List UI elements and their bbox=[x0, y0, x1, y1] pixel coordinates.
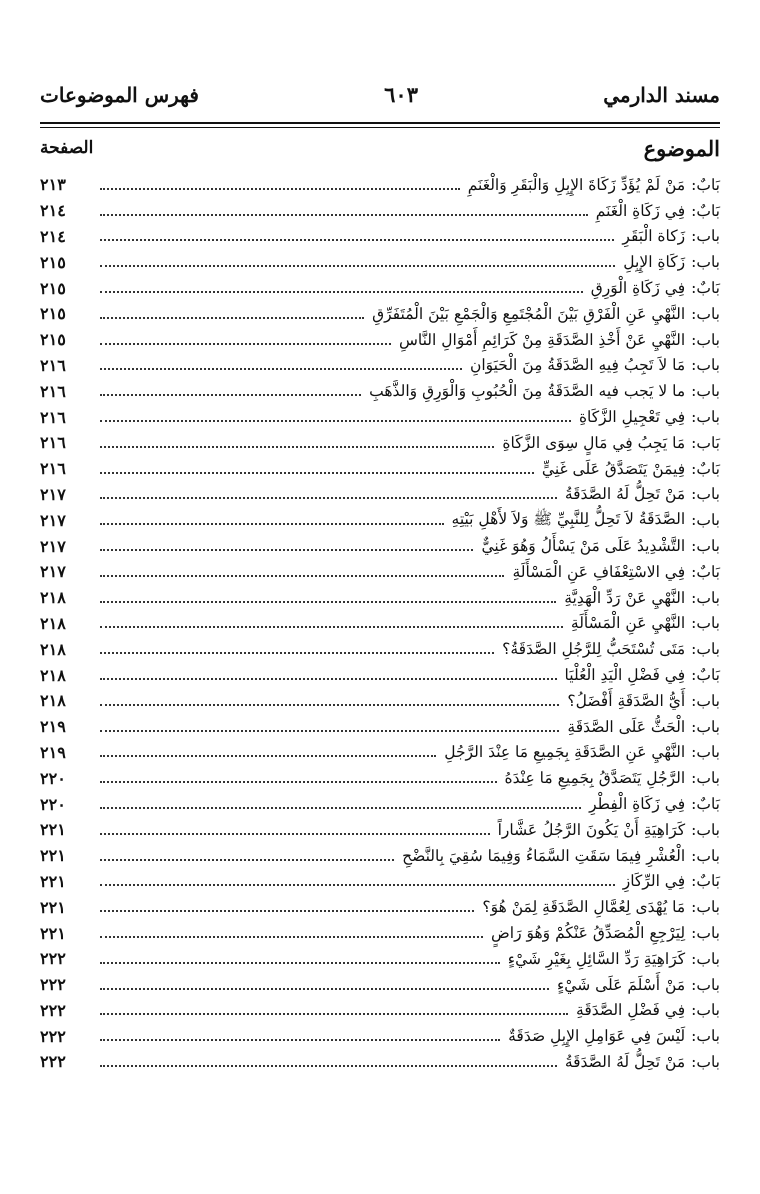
dot-leader bbox=[100, 678, 557, 680]
entry-prefix: باب: bbox=[691, 743, 720, 762]
index-entry bbox=[40, 611, 720, 637]
dot-leader bbox=[100, 884, 615, 886]
index-entry bbox=[40, 430, 720, 456]
entry-prefix: بَاب: bbox=[691, 433, 720, 452]
index-entry bbox=[40, 688, 720, 714]
entry-prefix: باب: bbox=[691, 769, 720, 788]
entry-page-number: ٢١٤ bbox=[40, 226, 66, 246]
entry-page-number: ٢٢٢ bbox=[40, 1052, 66, 1072]
entry-page-number: ٢١٦ bbox=[40, 407, 66, 427]
index-entry bbox=[40, 636, 720, 662]
page-number: ٦٠٣ bbox=[384, 82, 418, 107]
entry-prefix: بَابٌ: bbox=[691, 459, 720, 478]
index-entry bbox=[40, 585, 720, 611]
entry-prefix: باب: bbox=[691, 717, 720, 736]
entry-page-number: ٢٢١ bbox=[40, 820, 66, 840]
dot-leader bbox=[100, 704, 559, 706]
dot-leader bbox=[100, 988, 549, 990]
section-title: فهرس الموضوعات bbox=[40, 83, 199, 107]
dot-leader bbox=[100, 910, 474, 912]
entry-title: فِي فَضْلِ الصَّدَقَةِ bbox=[576, 1001, 686, 1020]
dot-leader bbox=[100, 214, 588, 216]
entry-prefix: باب: bbox=[691, 330, 720, 349]
entry-prefix: باب: bbox=[691, 975, 720, 994]
entry-page-number: ٢٢٢ bbox=[40, 975, 66, 995]
topic-column-header: الموضوع bbox=[643, 135, 720, 161]
dot-leader bbox=[100, 239, 614, 241]
page-column-header: الصفحة bbox=[40, 138, 94, 158]
entry-page-number: ٢٢١ bbox=[40, 897, 66, 917]
index-entry bbox=[40, 714, 720, 740]
entry-page-number: ٢٢٠ bbox=[40, 794, 66, 814]
entry-prefix: باب: bbox=[691, 846, 720, 865]
entry-title: كَرَاهِيَةِ أَنْ يَكُونَ الرَّجُلُ عَشَّاراً bbox=[497, 820, 686, 839]
entry-page-number: ٢٢٢ bbox=[40, 949, 66, 969]
entry-title: فِي زَكَاةِ الْفِطْرِ bbox=[589, 795, 686, 814]
index-entry bbox=[40, 456, 720, 482]
entry-page-number: ٢٢٠ bbox=[40, 768, 66, 788]
entry-prefix: بَابٌ: bbox=[691, 872, 720, 891]
entry-page-number: ٢١٨ bbox=[40, 691, 66, 711]
entry-title: النَّهْيِ عَنِ الْفَرْقِ بَيْنَ الْمُجْتَمِعِ وَالْجَمْعِ بَيْنَ الْمُتَفَرِّقِ bbox=[372, 304, 686, 323]
dot-leader bbox=[100, 575, 504, 577]
entry-title: التَّشْدِيدُ عَلَى مَنْ يَسْأَلُ وَهُوَ غَنِيٌّ bbox=[481, 537, 686, 556]
entry-prefix: باب: bbox=[691, 253, 720, 272]
index-entry bbox=[40, 353, 720, 379]
index-entry bbox=[40, 894, 720, 920]
index-entry bbox=[40, 404, 720, 430]
entry-title: فِيمَنْ يَتَصَدَّقُ عَلَى غَنِيٍّ bbox=[541, 459, 686, 478]
entry-page-number: ٢١٩ bbox=[40, 717, 66, 737]
header-rule-thick bbox=[40, 122, 720, 124]
entry-title: فِي الاسْتِعْفَافِ عَنِ الْمَسْأَلَةِ bbox=[512, 562, 686, 581]
entry-page-number: ٢١٧ bbox=[40, 562, 66, 582]
entry-page-number: ٢١٤ bbox=[40, 201, 66, 221]
entry-title: مَتَى تُسْتَحَبُّ لِلرَّجُلِ الصَّدَقَةُ؟ bbox=[502, 640, 686, 659]
dot-leader bbox=[100, 446, 494, 448]
dot-leader bbox=[100, 626, 563, 628]
entry-prefix: بَابٌ: bbox=[691, 666, 720, 685]
entry-prefix: باب: bbox=[691, 382, 720, 401]
index-entry bbox=[40, 998, 720, 1024]
index-entry bbox=[40, 198, 720, 224]
dot-leader bbox=[100, 859, 394, 861]
entry-prefix: باب: bbox=[691, 408, 720, 427]
entry-title: النَّهْيِ عَنْ رَدِّ الْهَدِيَّةِ bbox=[564, 588, 686, 607]
entry-prefix: باب: bbox=[691, 949, 720, 968]
index-entry bbox=[40, 843, 720, 869]
entry-title: فِي زَكَاةِ الْغَنَمِ bbox=[595, 201, 686, 220]
entry-title: مَنْ لَمْ يُؤَدِّ زَكَاةَ الإِبِلِ وَالْبَقَرِ وَالْغَنَمِ bbox=[467, 175, 686, 194]
entry-page-number: ٢٢٢ bbox=[40, 1000, 66, 1020]
entry-page-number: ٢١٧ bbox=[40, 510, 66, 530]
entry-page-number: ٢١٥ bbox=[40, 304, 66, 324]
entry-title: لَيْسَ فِي عَوَامِلِ الإِبِلِ صَدَقَةٌ bbox=[508, 1027, 686, 1046]
dot-leader bbox=[100, 317, 364, 319]
index-entry bbox=[40, 224, 720, 250]
dot-leader bbox=[100, 523, 444, 525]
dot-leader bbox=[100, 833, 490, 835]
entry-title: الْعُشْرِ فِيمَا سَقَتِ السَّمَاءُ وَفِيمَا سُقِيَ بِالنَّضْحِ bbox=[402, 846, 686, 865]
entry-page-number: ٢١٦ bbox=[40, 355, 66, 375]
entry-prefix: باب: bbox=[691, 898, 720, 917]
index-entry bbox=[40, 920, 720, 946]
index-entry bbox=[40, 301, 720, 327]
entry-title: فِي تَعْجِيلِ الزَّكَاةِ bbox=[578, 408, 686, 427]
entry-title: مَا لاَ تَجِبُ فِيهِ الصَّدَقَةُ مِنَ الْحَيَوَانِ bbox=[469, 356, 686, 375]
entry-title: الْحَثُّ عَلَى الصَّدَقَةِ bbox=[567, 717, 686, 736]
dot-leader bbox=[100, 962, 500, 964]
book-title: مسند الدارمي bbox=[603, 83, 720, 107]
entry-prefix: باب: bbox=[691, 820, 720, 839]
entry-page-number: ٢١٧ bbox=[40, 484, 66, 504]
dot-leader bbox=[100, 652, 494, 654]
dot-leader bbox=[100, 730, 559, 732]
dot-leader bbox=[100, 394, 361, 396]
entry-prefix: باب: bbox=[691, 1052, 720, 1071]
entry-page-number: ٢١٦ bbox=[40, 381, 66, 401]
entry-title: النَّهْيِ عَنْ أَخْذِ الصَّدَقَةِ مِنْ كَرَائِمِ أَمْوَالِ النَّاسِ bbox=[398, 330, 686, 349]
page-header bbox=[40, 82, 720, 118]
entry-title: مَنْ تَحِلُّ لَهُ الصَّدَقَةُ bbox=[564, 1052, 686, 1071]
entry-title: النَّهْيِ عَنِ الصَّدَقَةِ بِجَمِيعِ مَا عِنْدَ الرَّجُلِ bbox=[444, 743, 686, 762]
dot-leader bbox=[100, 188, 460, 190]
entry-title: الرَّجُلِ يَتَصَدَّقُ بِجَمِيعِ مَا عِنْدَهُ bbox=[504, 769, 686, 788]
entry-title: ما لا يَجب فيه الصَّدَقَةُ مِنَ الْحُبُوبِ وَالْوَرِقِ وَالذَّهَبِ bbox=[369, 382, 686, 401]
dot-leader bbox=[100, 936, 483, 938]
entry-title: زَكاة الْبَقَرِ bbox=[622, 227, 686, 246]
entry-title: زَكَاةِ الإِبِلِ bbox=[623, 253, 686, 272]
entry-title: مَنْ أَسْلَمَ عَلَى شَيْءٍ bbox=[557, 975, 686, 994]
entry-prefix: باب: bbox=[691, 537, 720, 556]
index-entry bbox=[40, 559, 720, 585]
index-page bbox=[40, 82, 720, 1075]
dot-leader bbox=[100, 291, 583, 293]
entry-prefix: بَابٌ: bbox=[691, 279, 720, 298]
entry-prefix: باب: bbox=[691, 640, 720, 659]
entry-page-number: ٢١٥ bbox=[40, 252, 66, 272]
entry-prefix: باب: bbox=[691, 588, 720, 607]
index-entry bbox=[40, 378, 720, 404]
index-entry bbox=[40, 869, 720, 895]
dot-leader bbox=[100, 549, 473, 551]
entry-title: فِي فَضْلِ الْيَدِ الْعُلْيَا bbox=[564, 666, 686, 685]
index-entries bbox=[40, 172, 720, 1075]
entry-prefix: بَابٌ: bbox=[691, 795, 720, 814]
column-headers bbox=[40, 128, 720, 168]
entry-prefix: باب: bbox=[691, 614, 720, 633]
dot-leader bbox=[100, 265, 615, 267]
dot-leader bbox=[100, 601, 556, 603]
entry-title: النَّهْيِ عَنِ الْمَسْأَلَةِ bbox=[570, 614, 686, 633]
entry-page-number: ٢١٨ bbox=[40, 665, 66, 685]
entry-prefix: باب: bbox=[691, 1027, 720, 1046]
dot-leader bbox=[100, 368, 462, 370]
index-entry bbox=[40, 533, 720, 559]
entry-title: مَنْ تَحِلُّ لَهُ الصَّدَقَةُ bbox=[564, 485, 686, 504]
entry-page-number: ٢٢١ bbox=[40, 923, 66, 943]
entry-page-number: ٢١٦ bbox=[40, 433, 66, 453]
entry-prefix: باب: bbox=[691, 924, 720, 942]
index-entry bbox=[40, 740, 720, 766]
dot-leader bbox=[100, 497, 557, 499]
dot-leader bbox=[100, 781, 497, 783]
entry-page-number: ٢٢١ bbox=[40, 871, 66, 891]
index-entry bbox=[40, 765, 720, 791]
dot-leader bbox=[100, 1065, 557, 1067]
entry-prefix: بَابٌ: bbox=[691, 201, 720, 220]
index-entry bbox=[40, 1023, 720, 1049]
entry-prefix: باب: bbox=[691, 304, 720, 323]
entry-title: مَا يَجِبُ فِي مَالٍ سِوَى الزَّكَاةِ bbox=[502, 433, 686, 452]
entry-prefix: باب: bbox=[691, 356, 720, 375]
index-entry bbox=[40, 662, 720, 688]
entry-page-number: ٢١٩ bbox=[40, 742, 66, 762]
dot-leader bbox=[100, 755, 436, 757]
entry-title: فِي الرِّكَازِ bbox=[622, 872, 686, 891]
entry-page-number: ٢١٨ bbox=[40, 613, 66, 633]
entry-prefix: باب: bbox=[691, 691, 720, 710]
dot-leader bbox=[100, 807, 581, 809]
entry-title: فِي زَكَاةِ الْوَرِقِ bbox=[590, 279, 686, 298]
index-entry bbox=[40, 172, 720, 198]
index-entry bbox=[40, 275, 720, 301]
entry-page-number: ٢١٨ bbox=[40, 588, 66, 608]
entry-title: الصَّدَقَةُ لاَ تَحِلُّ لِلنَّبِيِّ ﷺ وَلاَ لأَهْلِ بَيْتِهِ bbox=[451, 509, 686, 528]
entry-title: أَيُّ الصَّدَقَةِ أَفْضَلُ؟ bbox=[567, 691, 686, 710]
entry-page-number: ٢١٥ bbox=[40, 278, 66, 298]
entry-page-number: ٢١٨ bbox=[40, 639, 66, 659]
entry-prefix: بَابٌ: bbox=[691, 175, 720, 194]
entry-page-number: ٢٢٢ bbox=[40, 1026, 66, 1046]
dot-leader bbox=[100, 472, 534, 474]
entry-page-number: ٢١٦ bbox=[40, 459, 66, 479]
index-entry bbox=[40, 817, 720, 843]
index-entry bbox=[40, 946, 720, 972]
index-entry bbox=[40, 1049, 720, 1075]
entry-page-number: ٢١٧ bbox=[40, 536, 66, 556]
entry-page-number: ٢١٣ bbox=[40, 175, 66, 195]
entry-prefix: باب: bbox=[691, 1001, 720, 1020]
index-entry bbox=[40, 327, 720, 353]
entry-prefix: باب: bbox=[691, 485, 720, 504]
entry-title: مَا يُهْدَى لِعُمَّالِ الصَّدَقَةِ لِمَنْ هُوَ؟ bbox=[482, 898, 686, 917]
entry-prefix: باب: bbox=[691, 227, 720, 246]
entry-title: لِيَرْجِعِ الْمُصَدِّقُ عَنْكُمْ وَهُوَ رَاضٍ bbox=[491, 924, 686, 942]
index-entry bbox=[40, 249, 720, 275]
dot-leader bbox=[100, 1039, 500, 1041]
dot-leader bbox=[100, 1013, 568, 1015]
entry-prefix: بَابٌ: bbox=[691, 562, 720, 581]
index-entry bbox=[40, 791, 720, 817]
dot-leader bbox=[100, 420, 571, 422]
entry-title: كَرَاهِيَةِ رَدِّ السَّائِلِ بِغَيْرِ شَيْءٍ bbox=[507, 949, 686, 968]
index-entry bbox=[40, 482, 720, 508]
entry-page-number: ٢٢١ bbox=[40, 846, 66, 866]
entry-page-number: ٢١٥ bbox=[40, 330, 66, 350]
dot-leader bbox=[100, 343, 391, 345]
index-entry bbox=[40, 972, 720, 998]
index-entry bbox=[40, 507, 720, 533]
entry-prefix: باب: bbox=[691, 511, 720, 530]
